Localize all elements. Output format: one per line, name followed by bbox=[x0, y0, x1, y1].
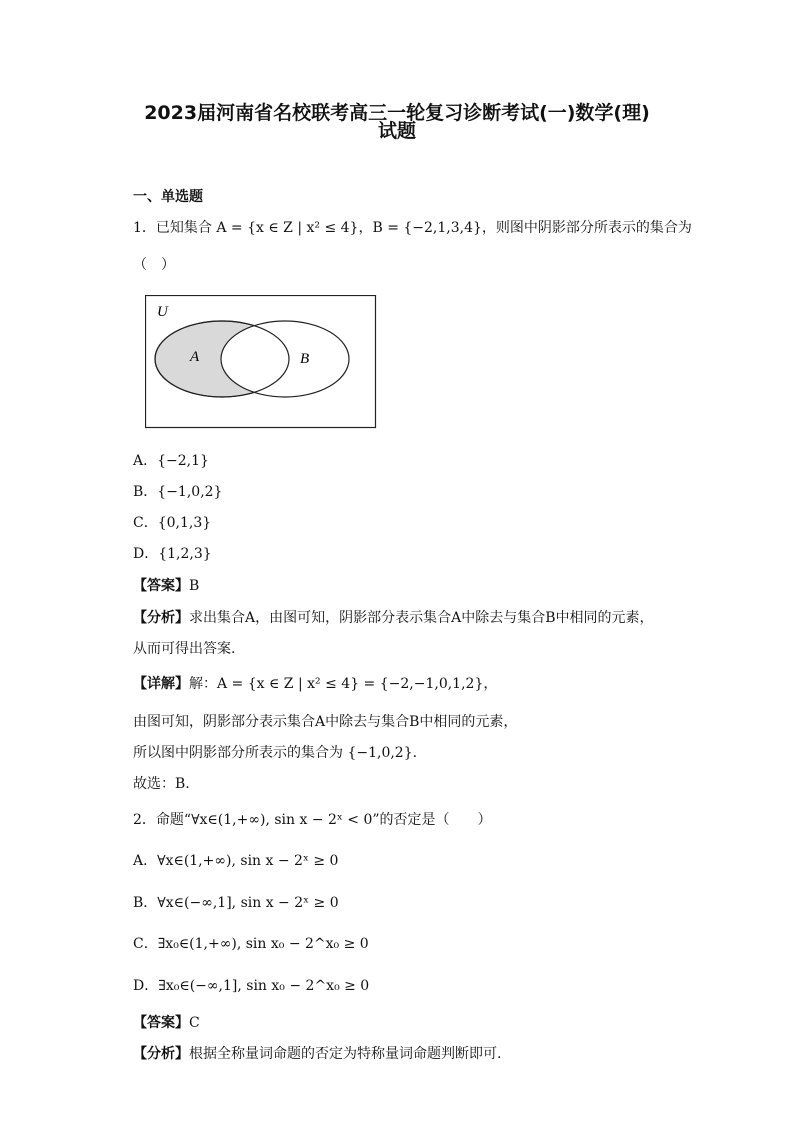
label-b: B bbox=[300, 351, 310, 367]
q1-option-d: D．{1,2,3} bbox=[133, 546, 212, 562]
q1-detail-2: 由图可知，阴影部分表示集合A中除去与集合B中相同的元素， bbox=[133, 714, 518, 730]
q2-option-c: C．∃x₀∈(1,+∞), sin x₀ − 2^x₀ ≥ 0 bbox=[133, 936, 369, 952]
q1-analysis-2: 从而可得出答案. bbox=[133, 641, 236, 657]
q2-answer-line bbox=[133, 1014, 200, 1032]
q2-analysis-line bbox=[133, 1045, 501, 1063]
q1-option-b: B．{−1,0,2} bbox=[133, 484, 223, 500]
label-u: U bbox=[157, 304, 168, 320]
answer-tag: 【答案】 bbox=[133, 1015, 189, 1031]
q1-analysis-1: 求出集合A，由图可知，阴影部分表示集合A中除去与集合B中相同的元素， bbox=[189, 610, 654, 626]
q1-option-c: C．{0,1,3} bbox=[133, 515, 212, 531]
answer-tag: 【答案】 bbox=[133, 578, 189, 594]
q2-option-d: D．∃x₀∈(−∞,1], sin x₀ − 2^x₀ ≥ 0 bbox=[133, 978, 370, 994]
q2-option-b: B．∀x∈(−∞,1], sin x − 2ˣ ≥ 0 bbox=[133, 895, 339, 911]
q2-stem: 2．命题“∀x∈(1,+∞), sin x − 2ˣ < 0”的否定是（ ） bbox=[133, 812, 492, 828]
section-header: 一、单选题 bbox=[133, 189, 203, 205]
q1-answer: B bbox=[189, 578, 200, 594]
q2-answer: C bbox=[189, 1015, 200, 1031]
q1-detail-4: 故选：B. bbox=[133, 776, 190, 792]
venn-diagram bbox=[145, 295, 377, 429]
set-b-circle bbox=[221, 321, 349, 397]
q1-paren: （ ） bbox=[133, 257, 175, 273]
q1-detail-1: 解：A = {x ∈ Z | x² ≤ 4} = {−2,−1,0,1,2}， bbox=[189, 676, 498, 692]
doc-title-line1: 2023届河南省名校联考高三一轮复习诊断考试(一)数学(理) bbox=[144, 102, 650, 124]
q1-analysis-line bbox=[133, 609, 654, 627]
q1-detail-line bbox=[133, 675, 497, 693]
q1-option-a: A．{−2,1} bbox=[133, 453, 209, 469]
q2-analysis-1: 根据全称量词命题的否定为特称量词命题判断即可. bbox=[189, 1046, 502, 1062]
q2-option-a: A．∀x∈(1,+∞), sin x − 2ˣ ≥ 0 bbox=[133, 853, 339, 869]
q1-detail-3: 所以图中阴影部分所表示的集合为 {−1,0,2}. bbox=[133, 745, 418, 761]
detail-tag: 【详解】 bbox=[133, 676, 189, 692]
analysis-tag: 【分析】 bbox=[133, 610, 189, 626]
doc-title-line2: 试题 bbox=[377, 120, 416, 142]
label-a: A bbox=[190, 349, 200, 365]
q1-stem: 1．已知集合 A = {x ∈ Z | x² ≤ 4}，B = {−2,1,3,4}，则图中阴影部分所表示的集合为 bbox=[133, 220, 692, 236]
analysis-tag: 【分析】 bbox=[133, 1046, 189, 1062]
q1-answer-line bbox=[133, 577, 199, 595]
